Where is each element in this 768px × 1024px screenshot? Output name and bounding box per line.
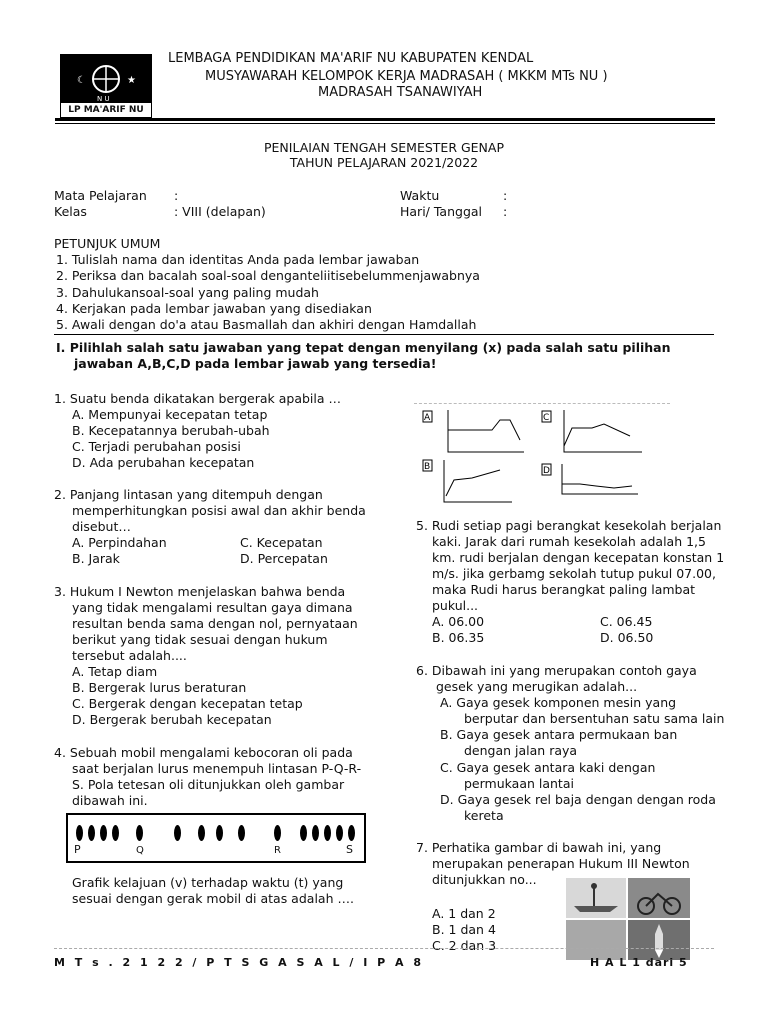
q2-line: memperhitungkan posisi awal dan akhir benda — [72, 503, 366, 518]
q7-option-c: C. 2 dan 3 — [432, 938, 497, 953]
q6-line: 6. Dibawah ini yang merupakan contoh gaya — [416, 663, 697, 678]
oil-drop — [274, 825, 281, 841]
class-label: Kelas — [54, 204, 87, 219]
header-line3: MADRASAH TSANAWIYAH — [318, 85, 483, 100]
q5-line: maka Rudi harus berangkat paling lambat — [432, 582, 696, 597]
point-p-label: P — [74, 843, 81, 856]
q7-option-a: A. 1 dan 2 — [432, 906, 496, 921]
svg-text:★: ★ — [127, 75, 136, 86]
point-r-label: R — [274, 845, 281, 856]
oil-drop — [336, 825, 343, 841]
q5-option-a: A. 06.00 — [432, 614, 485, 629]
q4-line: saat berjalan lurus menempuh lintasan P-Q-R- — [72, 761, 362, 776]
q2-option-b: B. Jarak — [72, 551, 120, 566]
footer-code: M T s . 2 1 2 2 / P T S G A S A L / I P A 8 — [54, 956, 425, 969]
q5-line: pukul... — [432, 598, 479, 613]
date-label: Hari/ Tanggal — [400, 204, 483, 219]
oil-drop — [312, 825, 319, 841]
q6-option-b-cont: dengan jalan raya — [464, 743, 578, 758]
q1-option-d: D. Ada perubahan kecepatan — [72, 455, 255, 470]
q4-line: sesuai dengan gerak mobil di atas adalah …. — [72, 891, 354, 906]
q1-text: 1. Suatu benda dikatakan bergerak apabila … — [54, 391, 341, 406]
oil-drop — [216, 825, 223, 841]
instructions-title: PETUNJUK UMUM — [54, 236, 161, 251]
q6-option-d-cont: kereta — [464, 808, 504, 823]
q7-line: 7. Perhatika gambar di bawah ini, yang — [416, 840, 662, 855]
instruction-item: 3. Dahulukansoal-soal yang paling mudah — [56, 285, 319, 300]
q1-option-a: A. Mempunyai kecepatan tetap — [72, 407, 268, 422]
svg-text:N U: N U — [97, 95, 110, 103]
q3-option-d: D. Bergerak berubah kecepatan — [72, 712, 272, 727]
nu-globe-icon — [61, 55, 151, 103]
q7-line: merupakan penerapan Hukum III Newton — [432, 856, 690, 871]
q3-line: yang tidak mengalami resultan gaya dimana — [72, 600, 353, 615]
graph-b — [423, 460, 512, 502]
q3-option-b: B. Bergerak lurus beraturan — [72, 680, 247, 695]
q2-option-a: A. Perpindahan — [72, 535, 167, 550]
q5-option-d: D. 06.50 — [600, 630, 654, 645]
instruction-item: 2. Periksa dan bacalah soal-soal denganteliitisebelummenjawabnya — [56, 268, 480, 283]
oil-drop — [198, 825, 205, 841]
q6-option-b: B. Gaya gesek antara permukaan ban — [440, 727, 678, 742]
graph-d-label: D — [543, 466, 550, 476]
lp-maarif-logo — [60, 54, 152, 118]
q2-option-c: C. Kecepatan — [240, 535, 323, 550]
q4-line: 4. Sebuah mobil mengalami kebocoran oli pada — [54, 745, 353, 760]
q6-option-d: D. Gaya gesek rel baja dengan dengan roda — [440, 792, 716, 807]
photo-2-cyclist — [628, 878, 690, 918]
date-value: : — [503, 204, 508, 219]
q2-line: 2. Panjang lintasan yang ditempuh dengan — [54, 487, 323, 502]
photo-1-boat — [566, 878, 626, 918]
q3-line: 3. Hukum I Newton menjelaskan bahwa benda — [54, 584, 346, 599]
graph-b-label: B — [424, 462, 431, 472]
q5-line: km. rudi berjalan dengan kecepatan konstan 1 — [432, 550, 725, 565]
q7-line: ditunjukkan no... — [432, 872, 537, 887]
oil-drop — [348, 825, 355, 841]
q6-option-a: A. Gaya gesek komponen mesin yang — [440, 695, 677, 710]
exam-title: PENILAIAN TENGAH SEMESTER GENAP — [264, 140, 504, 155]
q3-option-c: C. Bergerak dengan kecepatan tetap — [72, 696, 303, 711]
time-label: Waktu — [400, 188, 440, 203]
graph-c-label: C — [543, 413, 550, 423]
vt-graphs — [420, 406, 670, 506]
header-rule — [55, 118, 715, 124]
q7-option-b: B. 1 dan 4 — [432, 922, 496, 937]
logo-emblem — [61, 55, 151, 103]
q4-line: dibawah ini. — [72, 793, 148, 808]
oil-drip-figure — [66, 813, 366, 863]
q6-option-c: C. Gaya gesek antara kaki dengan — [440, 760, 656, 775]
oil-drop — [100, 825, 107, 841]
section-instruction-1: I. Pilihlah salah satu jawaban yang tepat dengan menyilang (x) pada salah satu pilihan — [56, 340, 671, 355]
q3-line: resultan benda sama dengan nol, pernyataan — [72, 616, 358, 631]
oil-drop — [112, 825, 119, 841]
instruction-item: 4. Kerjakan pada lembar jawaban yang disediakan — [56, 301, 372, 316]
q6-line: gesek yang merugikan adalah... — [436, 679, 638, 694]
oil-drop — [136, 825, 143, 841]
q2-option-d: D. Percepatan — [240, 551, 328, 566]
q5-line: kaki. Jarak dari rumah kesekolah adalah 1,5 — [432, 534, 706, 549]
time-value: : — [503, 188, 508, 203]
subject-value: : — [174, 188, 179, 203]
point-q-label: Q — [136, 845, 144, 856]
graph-a — [423, 410, 524, 452]
q2-line: disebut… — [72, 519, 131, 534]
q5-line: m/s. jika gerbamg sekolah tutup pukul 07.00, — [432, 566, 716, 581]
q5-option-b: B. 06.35 — [432, 630, 485, 645]
point-s-label: S — [346, 843, 353, 856]
graph-c — [542, 410, 642, 452]
q1-option-b: B. Kecepatannya berubah-ubah — [72, 423, 270, 438]
oil-drop — [324, 825, 331, 841]
svg-text:☾: ☾ — [77, 75, 86, 86]
graph-d — [542, 464, 638, 494]
q4-line: Grafik kelajuan (v) terhadap waktu (t) yang — [72, 875, 344, 890]
graph-a-label: A — [424, 413, 431, 423]
header-line2: MUSYAWARAH KELOMPOK KERJA MADRASAH ( MKKM MTs NU ) — [205, 69, 608, 84]
q3-line: tersebut adalah.... — [72, 648, 187, 663]
oil-drop — [300, 825, 307, 841]
instruction-item: 5. Awali dengan do'a atau Basmallah dan akhiri dengan Hamdallah — [56, 317, 477, 332]
instruction-item: 1. Tulislah nama dan identitas Anda pada lembar jawaban — [56, 252, 420, 267]
logo-label: LP MA'ARIF NU — [68, 105, 144, 115]
q3-line: berikut yang tidak sesuai dengan hukum — [72, 632, 328, 647]
subject-label: Mata Pelajaran — [54, 188, 147, 203]
section-instruction-2: jawaban A,B,C,D pada lembar jawab yang tersedia! — [74, 356, 437, 371]
oil-drop — [76, 825, 83, 841]
q5-option-c: C. 06.45 — [600, 614, 653, 629]
q5-line: 5. Rudi setiap pagi berangkat kesekolah berjalan — [416, 518, 722, 533]
oil-drop — [88, 825, 95, 841]
q4-line: S. Pola tetesan oli ditunjukkan oleh gambar — [72, 777, 345, 792]
q6-option-a-cont: berputar dan bersentuhan satu sama lain — [464, 711, 725, 726]
footer-page: H A L 1 dari 5 — [590, 956, 688, 969]
oil-drop — [238, 825, 245, 841]
q3-option-a: A. Tetap diam — [72, 664, 158, 679]
oil-drop — [174, 825, 181, 841]
graph-area-top-rule — [414, 403, 670, 404]
instructions-divider — [54, 334, 714, 335]
class-value: : VIII (delapan) — [174, 204, 266, 219]
photo-3 — [566, 920, 626, 960]
photo-4-rocket — [628, 920, 690, 960]
q1-option-c: C. Terjadi perubahan posisi — [72, 439, 241, 454]
header-line1: LEMBAGA PENDIDIKAN MA'ARIF NU KABUPATEN KENDAL — [168, 51, 534, 66]
exam-year: TAHUN PELAJARAN 2021/2022 — [289, 155, 479, 170]
q6-option-c-cont: permukaan lantai — [464, 776, 574, 791]
footer-rule — [54, 948, 714, 949]
